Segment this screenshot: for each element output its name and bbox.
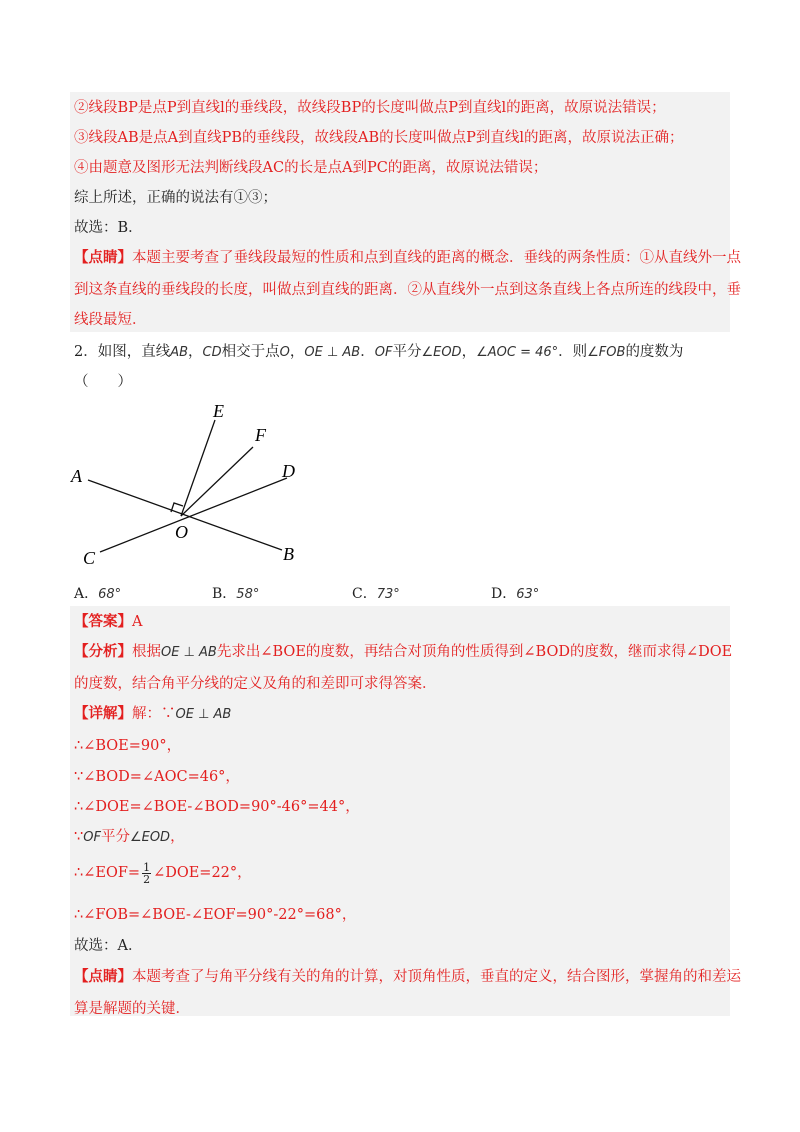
q2-stem-eod: ∠EOD: [421, 345, 462, 360]
q2-blank: （ ）: [74, 374, 132, 390]
q2-analysis-a: 根据: [132, 644, 161, 660]
option-d-value: 63°: [516, 587, 540, 602]
fraction-one-half: [142, 862, 151, 885]
q2-step-4-prefix: ∵: [74, 829, 84, 845]
q2-stem-o: O: [279, 345, 290, 360]
q2-analysis-line-1: [74, 642, 732, 663]
q2-step-4: [74, 827, 185, 848]
q2-choice: 故选：A．: [74, 938, 143, 954]
label-a: A: [71, 466, 82, 486]
q2-step-5: [74, 860, 252, 886]
option-a: [74, 583, 121, 603]
q1-choice: 故选：B．: [74, 220, 143, 236]
q1-comment-tag: 【点睛】: [74, 249, 132, 266]
q2-answer: [74, 612, 142, 632]
q2-analysis-line-2: 的度数，结合角平分线的定义及角的和差即可求得答案．: [74, 676, 437, 692]
option-a-value: 68°: [98, 587, 122, 602]
q1-line-3: ③线段AB是点A到直线PB的垂线段，故线段AB的长度叫做点P到直线l的距离，故原说法正确；: [74, 130, 684, 146]
option-d-letter: D．: [491, 586, 517, 602]
label-f: F: [255, 425, 266, 445]
option-c: [352, 583, 400, 603]
q2-stem-intersect: 相交于点: [221, 344, 280, 360]
q2-step-1: ∴∠BOE=90°，: [74, 738, 182, 754]
q2-stem-prefix: 2．如图，直线: [74, 344, 171, 360]
q2-comment-line-1: [74, 967, 741, 987]
q2-answer-tag: 【答案】: [74, 613, 132, 630]
option-b-letter: B．: [212, 586, 237, 602]
ray-oe: [181, 420, 215, 516]
q2-analysis-tag: 【分析】: [74, 643, 132, 660]
q1-comment-line-2: 到这条直线的垂线段的长度，叫做点到直线的距离．②从直线外一点到这条直线上各点所连的线段中，垂: [74, 282, 741, 298]
label-d: D: [282, 461, 295, 481]
fraction-denominator: 2: [143, 872, 151, 886]
option-b-value: 58°: [236, 587, 260, 602]
option-c-letter: C．: [352, 586, 377, 602]
q2-stem-ab: AB: [170, 345, 189, 360]
q2-answer-value: A: [132, 614, 143, 630]
q1-summary: 综上所述，正确的说法有①③；: [74, 190, 277, 206]
option-d: [491, 583, 539, 603]
q2-stem-fob: ∠FOB: [587, 345, 626, 360]
q2-step-3: ∴∠DOE=∠BOE-∠BOD=90°-46°=44°，: [74, 799, 360, 815]
q2-step-4-comma: ，: [170, 829, 185, 845]
q1-line-2: ②线段BP是点P到直线l的垂线段，故线段BP的长度叫做点P到直线l的距离，故原说法错误；: [74, 100, 666, 116]
q2-detail-cond: OE ⊥ AB: [175, 707, 232, 722]
q2-detail-intro-text: 解：∵: [132, 706, 176, 722]
q2-stem: 2．如图，直线AB，CD相交于点O，OE ⊥ AB．OF平分∠EOD，∠AOC = 46°．则∠FOB的度数为: [74, 344, 684, 360]
label-o: O: [175, 522, 188, 542]
q2-stem-bisect: 平分: [392, 344, 422, 360]
q2-stem-cond: OE ⊥ AB: [304, 345, 361, 360]
q1-line-4: ④由题意及图形无法判断线段AC的长是点A到PC的距离，故原说法错误；: [74, 160, 548, 176]
label-e: E: [213, 401, 224, 421]
q2-stem-suffix: 的度数为: [625, 344, 684, 360]
q2-analysis-b: 先求出∠BOE的度数，再结合对顶角的性质得到∠BOD的度数，继而求得∠DOE: [216, 644, 733, 660]
option-a-letter: A．: [74, 586, 99, 602]
q2-stem-cd: CD: [202, 345, 222, 360]
q2-analysis-cond: OE ⊥ AB: [161, 645, 217, 660]
q2-geometry-figure: [65, 400, 325, 570]
q2-detail-intro: [74, 704, 231, 725]
label-c: C: [83, 548, 96, 568]
q2-stem-comma: ，: [461, 344, 477, 360]
q2-detail-tag: 【详解】: [74, 705, 132, 722]
q2-step-6: ∴∠FOB=∠BOE-∠EOF=90°-22°=68°，: [74, 907, 357, 923]
option-c-value: 73°: [376, 587, 400, 602]
q2-stem-of: OF: [374, 345, 393, 360]
q2-stem-aoc: ∠AOC = 46°: [476, 345, 559, 360]
q2-stem-then: ．则: [558, 344, 588, 360]
q2-stem-period: ．: [360, 344, 375, 360]
line-cd: [100, 478, 287, 552]
q2-step-2: ∵∠BOD=∠AOC=46°，: [74, 769, 240, 785]
q2-step-4-bisect: 平分: [100, 829, 130, 845]
q2-step-4-of: OF: [83, 830, 101, 845]
q2-comment-line-2: 算是解题的关键．: [74, 1001, 190, 1017]
q1-comment-line-3: 线段最短．: [74, 312, 147, 328]
option-b: [212, 583, 259, 603]
q1-comment-text-1: 本题主要考查了垂线段最短的性质和点到直线的距离的概念．垂线的两条性质：①从直线外一点: [132, 250, 741, 266]
q2-step-4-eod: ∠EOD: [129, 830, 171, 845]
fraction-numerator: 1: [143, 860, 151, 874]
q2-step-5-prefix: ∴∠EOF=: [74, 865, 141, 881]
q1-comment-line-1: [74, 248, 741, 268]
label-b: B: [283, 544, 294, 564]
q2-comment-text-1: 本题考查了与角平分线有关的角的计算，对顶角性质，垂直的定义，结合图形，掌握角的和差运: [132, 969, 741, 985]
q2-step-5-suffix: ∠DOE=22°，: [153, 865, 252, 881]
q2-comment-tag: 【点睛】: [74, 968, 132, 985]
